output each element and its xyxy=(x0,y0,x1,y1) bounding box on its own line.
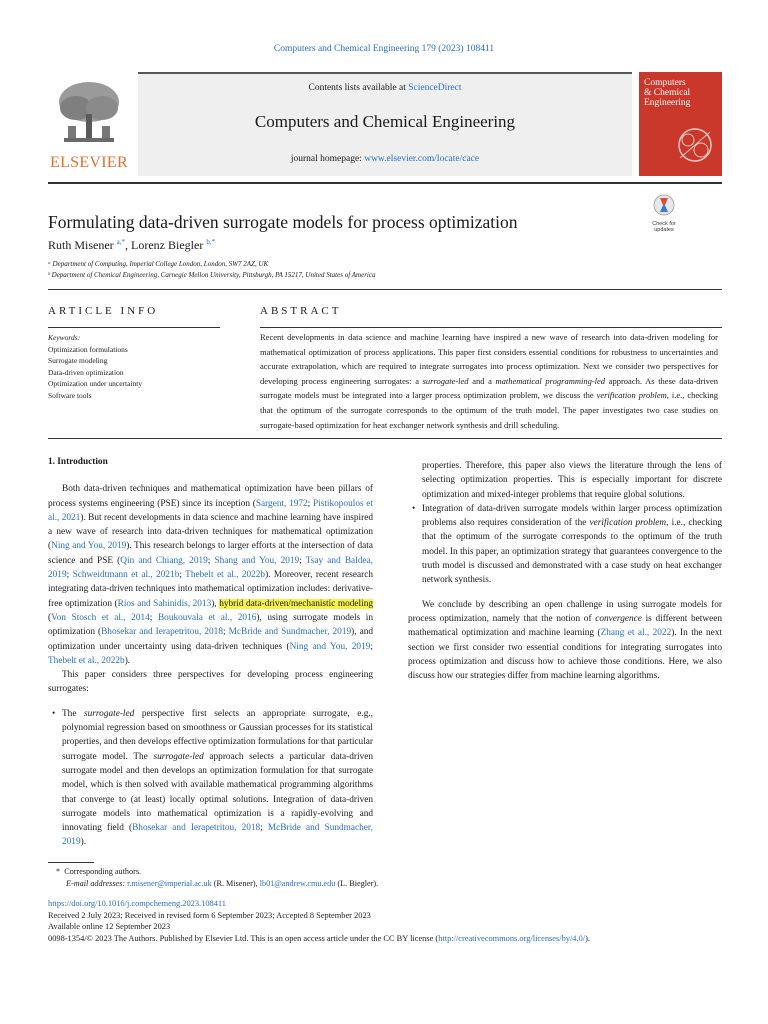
author-name[interactable]: Ruth Misener xyxy=(48,238,114,252)
citation-link[interactable]: Bhosekar and Ierapetritou, 2018 xyxy=(101,627,223,638)
citation-link[interactable]: Pistikopoulos et al., 2021 xyxy=(48,498,373,523)
email-link[interactable]: r.misener@imperial.ac.uk xyxy=(127,879,212,888)
citation-link[interactable]: Shang and You, 2019 xyxy=(214,555,300,566)
bullet-icon: • xyxy=(412,503,416,514)
crossmark-label: Check for updates xyxy=(652,221,676,233)
masthead-divider xyxy=(48,182,722,184)
article-meta xyxy=(48,898,728,944)
keyword: Optimization under uncertainty xyxy=(48,379,143,389)
abstract-divider xyxy=(48,438,722,439)
keyword: Optimization formulations xyxy=(48,344,128,354)
history-dates: Received 2 July 2023; Received in revised form 6 September 2023; Accepted 8 September 2023 xyxy=(48,910,371,920)
article-title: Formulating data-driven surrogate models for process optimization xyxy=(48,212,518,232)
citation-link[interactable]: Thebelt et al., 2022b xyxy=(48,655,125,666)
journal-cover[interactable] xyxy=(639,72,722,176)
title-divider xyxy=(48,289,722,290)
cover-art-icon xyxy=(674,124,716,166)
elsevier-tree-icon xyxy=(54,78,124,150)
author-list: Ruth Misener $^{a,*}$, Lorenz Biegler $^{b,*}$ xyxy=(48,238,216,252)
contents-line: Contents lists available at ScienceDirect xyxy=(308,83,462,93)
keyword: Surrogate modeling xyxy=(48,356,108,366)
affiliation-b: ᵇ Department of Chemical Engineering, Carnegie Mellon University, Pittsburgh, PA 15217, United States of America xyxy=(48,271,376,279)
citation-link[interactable]: Thebelt et al., 2022b xyxy=(185,570,266,581)
citation-link[interactable]: Boukouvala et al., 2016 xyxy=(157,612,257,623)
keyword: Software tools xyxy=(48,390,92,400)
footnote-rule xyxy=(48,862,94,863)
intro-paragraph-2: This paper considers three perspectives for developing process engineering surrogates: xyxy=(48,670,373,695)
citation-link[interactable]: Bhosekar and Ierapetritou, 2018 xyxy=(132,823,261,834)
list-item: • The surrogate-led perspective first selects an appropriate surrogate, e.g., polynomial regression based on smoothness or Gaussian processes for its statistical properties, and then develops effective optimization formulations for that particular surrogate model. The surrogate-led approach selects a particular data-driven surrogate model and then develops an optimization formulation for that surrogate model, which is then solved with available mathematical programming algorithms that converge to (at least) locally optimal solutions. Integration of data-driven surrogate models into mathematical optimization is a rapidly-evolving and innovating field (Bhosekar and Ierapetritou, 2018; McBride and Sundmacher, 2019). xyxy=(52,708,373,848)
cover-title: Computers & Chemical Engineering xyxy=(644,78,691,108)
citation-link[interactable]: Rios and Sahinidis, 2013 xyxy=(117,598,212,609)
article-info-rule xyxy=(48,327,220,328)
author-affiliation-marker[interactable]: a,* xyxy=(116,238,126,246)
available-date: Available online 12 September 2023 xyxy=(48,922,171,932)
abstract-rule xyxy=(260,327,722,328)
publisher-wordmark: ELSEVIER xyxy=(50,154,128,171)
keywords-block xyxy=(48,332,220,402)
email-addresses: E-mail addresses: r.misener@imperial.ac.uk (R. Misener), lb01@andrew.cmu.edu (L. Biegler). xyxy=(66,879,379,888)
publisher-logo[interactable] xyxy=(48,76,130,172)
citation-link[interactable]: Von Stosch et al., 2014 xyxy=(51,612,150,623)
keyword: Data-driven optimization xyxy=(48,367,124,377)
keywords-label: Keywords: xyxy=(48,333,81,342)
article-info-heading: ARTICLE INFO xyxy=(48,305,159,317)
citation-link[interactable]: Qin and Chiang, 2019 xyxy=(120,555,208,566)
bullet-icon: • xyxy=(52,708,56,719)
citation-link[interactable]: Schweidtmann et al., 2021b xyxy=(72,570,180,581)
homepage-line: journal homepage: www.elsevier.com/locate/cace xyxy=(290,154,480,164)
intro-paragraph-1: Both data-driven techniques and mathematical optimization have been pillars of process systems engineering (PSE) since its inception (Sargent, 1972; Pistikopoulos et al., 2021). But recent developments in data science and machine learning have inspired a new wave of research into data-driven techniques for mathematical optimization (Ning and You, 2019). This research belongs to larger efforts at the intersection of data science and PSE (Qin and Chiang, 2019; Shang and You, 2019; Tsay and Baldea, 2019; Schweidtmann et al., 2021b; Thebelt et al., 2022b). Moreover, recent research integrating data-driven techniques into mathematical optimization includes: derivative-free optimization (Rios and Sahinidis, 2013), hybrid data-driven/mechanistic modeling (Von Stosch et al., 2014; Boukouvala et al., 2016), using surrogate models in optimization (Bhosekar and Ierapetritou, 2018; McBride and Sundmacher, 2019), and optimization under uncertainty using data-driven techniques (Ning and You, 2019; Thebelt et al., 2022b). xyxy=(48,484,374,666)
journal-homepage-link[interactable]: www.elsevier.com/locate/cace xyxy=(364,154,480,164)
email-link[interactable]: lb01@andrew.cmu.edu xyxy=(259,879,336,888)
citation-link[interactable]: McBride and Sundmacher, 2019 xyxy=(228,627,352,638)
section-heading-introduction: 1. Introduction xyxy=(48,457,108,467)
author-affiliation-marker[interactable]: b,* xyxy=(206,238,216,246)
affiliations xyxy=(48,259,375,281)
journal-masthead xyxy=(48,72,722,176)
abstract-heading: ABSTRACT xyxy=(260,305,342,317)
citation-link[interactable]: McBride and Sundmacher, 2019 xyxy=(62,823,373,848)
doi-link[interactable]: https://doi.org/10.1016/j.compchemeng.2023.108411 xyxy=(48,899,226,908)
journal-citation[interactable]: Computers and Chemical Engineering 179 (2023) 108411 xyxy=(273,44,495,54)
check-for-updates-badge[interactable] xyxy=(644,194,684,234)
citation-link[interactable]: Ning and You, 2019 xyxy=(51,541,127,552)
journal-title: Computers and Chemical Engineering xyxy=(254,112,516,131)
list-item: properties. Therefore, this paper also views the literature through the lens of selecting optimization properties. This is especially important for discrete optimization and mixed-integer problems that require global solutions. xyxy=(422,460,722,500)
citation-link[interactable]: Ning and You, 2019 xyxy=(289,641,371,652)
list-item: • Integration of data-driven surrogate models within larger process optimization problems also requires consideration of the verification problem, i.e., checking that the optimum of the surrogate corresponds to the optimum of the truth model. In this paper, an optimization strategy that guarantees convergence to the truth model is discussed and demonstrated with a case study on heat exchanger network synthesis. xyxy=(412,503,722,586)
corresponding-note: * Corresponding authors. xyxy=(56,867,142,876)
body-column-right xyxy=(408,456,722,848)
highlighted-text: hybrid data-driven/mechanistic modeling xyxy=(219,598,374,609)
footnote xyxy=(48,866,728,890)
license-link[interactable]: http://creativecommons.org/licenses/by/4.0/ xyxy=(438,933,586,943)
body-column-left xyxy=(48,455,373,850)
sciencedirect-link[interactable]: ScienceDirect xyxy=(408,83,462,93)
citation-link[interactable]: Sargent, 1972 xyxy=(255,498,308,509)
abstract-text: Recent developments in data science and machine learning have inspired a new wave of research into data-driven modeling for mathematical optimization of process applications. This paper first considers essential conditions for robustness to uncertainties and accurate extrapolation, which are required to integrate surrogates into process optimization. Next we consider two perspectives for developing process engineering surrogates: a surrogate-led and a mathematical programming-led approach. As these data-driven surrogate models must be integrated into a larger process optimization problem, we discuss the verification problem, i.e., checking that the optimum of the surrogate corresponds to the optimum of the truth model. The paper investigates two case studies on surrogate-based optimization for heat exchanger network synthesis and drill scheduling. xyxy=(260,332,719,430)
affiliation-a: ᵃ Department of Computing, Imperial College London, London, SW7 2AZ, UK xyxy=(48,260,269,268)
masthead-band xyxy=(138,72,632,176)
crossmark-icon xyxy=(653,194,675,216)
citation-link[interactable]: Tsay and Baldea, 2019 xyxy=(48,555,373,581)
citation-link[interactable]: Zhang et al., 2022 xyxy=(600,628,672,639)
intro-paragraph-3: We conclude by describing an open challenge in using surrogate models for process optimization, namely that the notion of convergence is different between mathematical optimization and machine learning (Zhang et al., 2022). In the next section we first consider two essential conditions for integrating surrogates into process optimization and discuss how to achieve those conditions. Here, we also discuss how our strategies differ from machine learning algorithms. xyxy=(408,599,722,682)
author-name[interactable]: Lorenz Biegler xyxy=(131,238,204,252)
license-note: 0098-1354/© 2023 The Authors. Published by Elsevier Ltd. This is an open access article under the CC BY license (http://creativecommons.org/licenses/by/4.0/). xyxy=(48,933,590,943)
